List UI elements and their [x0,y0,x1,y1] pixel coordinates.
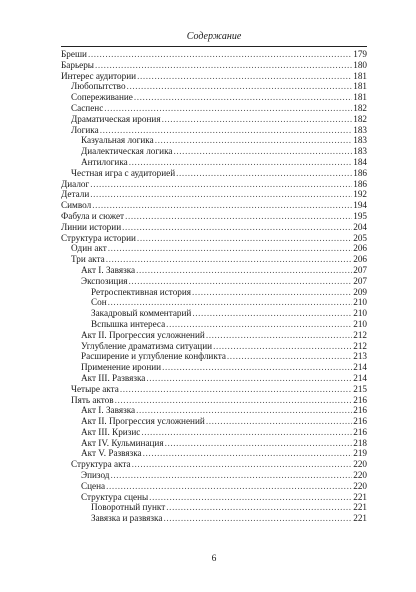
toc-entry-page: 210 [353,297,367,308]
toc-entry-page: 207 [353,264,367,275]
dot-leader [90,189,352,200]
toc-entry-title: Пять актов [71,394,114,405]
toc-entry-title: Один акт [71,243,107,254]
toc-entry-page: 216 [353,416,367,427]
toc-entry [61,168,367,179]
toc-entry-title: Саспенс [71,102,104,113]
toc-entry [61,265,367,276]
toc-entry [61,189,367,200]
toc-entry-page: 214 [353,372,367,383]
dot-leader [137,233,352,244]
dot-leader [129,276,353,287]
toc-entry [61,179,367,190]
toc-entry-page: 216 [353,394,367,405]
dot-leader [192,308,352,319]
toc-entry [61,276,367,287]
toc-entry [61,125,367,136]
toc-entry-page: 180 [353,59,367,70]
toc-entry-page: 183 [353,146,367,157]
toc-entry [61,492,367,503]
toc-entry-title: Закадровый комментарий [91,308,192,319]
dot-leader [134,92,352,103]
dot-leader [108,297,353,308]
dot-leader [173,146,352,157]
toc-entry-title: Символ [61,200,92,211]
dot-leader [163,513,352,524]
dot-leader [206,330,352,341]
toc-entry-page: 212 [353,329,367,340]
dot-leader [106,481,352,492]
toc-entry [61,157,367,168]
toc-entry [61,60,367,71]
header-rule [61,46,367,47]
dot-leader [166,502,352,513]
toc-entry-page: 206 [353,254,367,265]
toc-entry-title: Структура сцены [81,491,149,502]
toc-entry-page: 182 [353,102,367,113]
toc-entry-page: 207 [353,275,367,286]
toc-entry [61,341,367,352]
dot-leader [129,157,352,168]
dot-leader [143,448,353,459]
dot-leader [127,81,353,92]
toc-entry-page: 218 [353,437,367,448]
toc-entry [61,330,367,341]
toc-entry [61,200,367,211]
toc-entry-title: Поворотный пункт [91,502,166,513]
dot-leader [125,211,352,222]
toc-entry-page: 220 [353,480,367,491]
dot-leader [132,459,353,470]
toc-entry-title: Бреши [61,49,87,59]
toc-entry-page: 209 [353,286,367,297]
toc-entry-page: 195 [353,210,367,221]
dot-leader [162,114,353,125]
toc-entry-title: Акт II. Прогрессия усложнений [81,329,205,340]
toc-entry-page: 215 [353,383,367,394]
toc-entry-title: Фабула и сюжет [61,210,125,221]
dot-leader [136,265,352,276]
page-number: 6 [211,554,217,564]
toc-entry-title: Три акта [71,254,105,265]
toc-entry-page: 186 [353,167,367,178]
toc-entry-page: 210 [353,308,367,319]
toc-entry-page: 221 [353,502,367,513]
toc-entry-page: 210 [353,318,367,329]
toc-entry [61,513,367,524]
toc-entry-title: Детали [61,189,90,200]
toc-entry-page: 181 [353,70,367,81]
toc-entry-page: 179 [353,49,367,59]
dot-leader [162,362,352,373]
dot-leader [122,222,352,233]
toc-entry-title: Акт V. Развязка [81,448,142,459]
toc-entry [61,448,367,459]
toc-entry-page: 216 [353,405,367,416]
toc-entry [61,211,367,222]
toc-entry-page: 220 [353,459,367,470]
toc-entry [61,92,367,103]
dot-leader [88,49,352,60]
toc-entry-title: Структура истории [61,232,136,243]
toc-entry-title: Акт I. Завязка [81,405,136,416]
toc-entry-title: Экспозиция [81,275,128,286]
toc-entry-title: Сцена [81,480,106,491]
toc-entry-page: 220 [353,470,367,481]
toc-entry-title: Акт III. Развязка [81,372,146,383]
toc-entry-page: 184 [353,156,367,167]
toc-entry-page: 181 [353,92,367,103]
toc-entry-page: 182 [353,113,367,124]
toc-entry-title: Казуальная логика [81,135,154,146]
dot-leader [213,341,352,352]
toc-entry-title: Эпизод [81,470,110,481]
toc-entry [61,243,367,254]
toc-entry [61,222,367,233]
running-head: Содержание [186,31,242,42]
toc-entry-title: Углубление драматизма ситуации [81,340,213,351]
toc-entry-title: Драматическая ирония [71,113,161,124]
dot-leader [146,373,352,384]
dot-leader [108,243,352,254]
toc-entry [61,146,367,157]
toc-entry-page: 183 [353,124,367,135]
toc-entry [61,81,367,92]
toc-entry-page: 204 [353,221,367,232]
toc-entry [61,438,367,449]
toc-entry-title: Акт IV. Кульминация [81,437,164,448]
toc-entry [61,297,367,308]
toc-entry-page: 214 [353,362,367,373]
toc-entry-title: Вспышка интереса [91,318,166,329]
toc-entry-title: Расширение и углубление конфликта [81,351,226,362]
toc-entry-page: 221 [353,513,367,524]
toc-entry-title: Интерес аудитории [61,70,137,81]
dot-leader [227,351,352,362]
toc-entry-page: 183 [353,135,367,146]
toc-entry-page: 192 [353,189,367,200]
dot-leader [120,384,352,395]
dot-leader [166,319,352,330]
toc-entry-title: Завязка и развязка [91,513,163,524]
toc-entry-title: Сон [91,297,107,308]
toc-entry [61,470,367,481]
toc-entry-title: Диалог [61,178,90,189]
toc-entry [61,308,367,319]
toc-entry [61,103,367,114]
toc-entry-page: 206 [353,243,367,254]
toc-entry-page: 219 [353,448,367,459]
toc-entry [61,49,367,60]
toc-entry-page: 212 [353,340,367,351]
toc-entry [61,502,367,513]
toc-entry-page: 186 [353,178,367,189]
dot-leader [149,492,352,503]
table-of-contents [61,49,367,524]
toc-entry-page: 181 [353,81,367,92]
toc-entry-title: Четыре акта [71,383,119,394]
toc-entry-page: 216 [353,426,367,437]
toc-entry [61,459,367,470]
toc-entry [61,405,367,416]
toc-entry-page: 194 [353,200,367,211]
toc-entry [61,319,367,330]
dot-leader [136,405,352,416]
dot-leader [104,103,352,114]
toc-entry-page: 213 [353,351,367,362]
toc-entry [61,254,367,265]
toc-entry-title: Барьеры [61,59,94,70]
toc-entry-title: Антилогика [81,156,128,167]
toc-entry [61,71,367,82]
toc-entry-title: Любопытство [71,81,126,92]
toc-entry-page: 221 [353,491,367,502]
dot-leader [115,395,353,406]
toc-entry-title: Диалектическая логика [81,146,173,157]
dot-leader [192,287,352,298]
toc-entry [61,416,367,427]
dot-leader [141,427,352,438]
dot-leader [90,179,352,190]
toc-entry-title: Логика [71,124,99,135]
dot-leader [95,60,352,71]
toc-entry [61,427,367,438]
toc-entry [61,135,367,146]
toc-entry [61,384,367,395]
toc-entry-title: Применение иронии [81,362,162,373]
toc-entry-title: Акт II. Прогрессия усложнений [81,416,205,427]
toc-entry-title: Акт I. Завязка [81,264,136,275]
dot-leader [106,254,353,265]
dot-leader [110,470,352,481]
toc-entry-title: Акт III. Кризис [81,426,141,437]
toc-entry [61,395,367,406]
toc-entry [61,373,367,384]
toc-entry-title: Честная игра с аудиторией [71,167,176,178]
toc-entry-page: 205 [353,232,367,243]
toc-entry [61,287,367,298]
dot-leader [165,438,353,449]
dot-leader [206,416,352,427]
toc-entry-title: Сопереживание [71,92,133,103]
dot-leader [155,135,353,146]
toc-entry [61,362,367,373]
toc-entry [61,481,367,492]
toc-entry-title: Ретроспективная история [91,286,192,297]
toc-entry [61,114,367,125]
toc-entry-title: Структура акта [71,459,131,470]
dot-leader [176,168,352,179]
toc-entry-title: Линии истории [61,221,122,232]
toc-entry [61,351,367,362]
toc-entry [61,233,367,244]
dot-leader [92,200,352,211]
dot-leader [100,125,353,136]
dot-leader [137,71,352,82]
